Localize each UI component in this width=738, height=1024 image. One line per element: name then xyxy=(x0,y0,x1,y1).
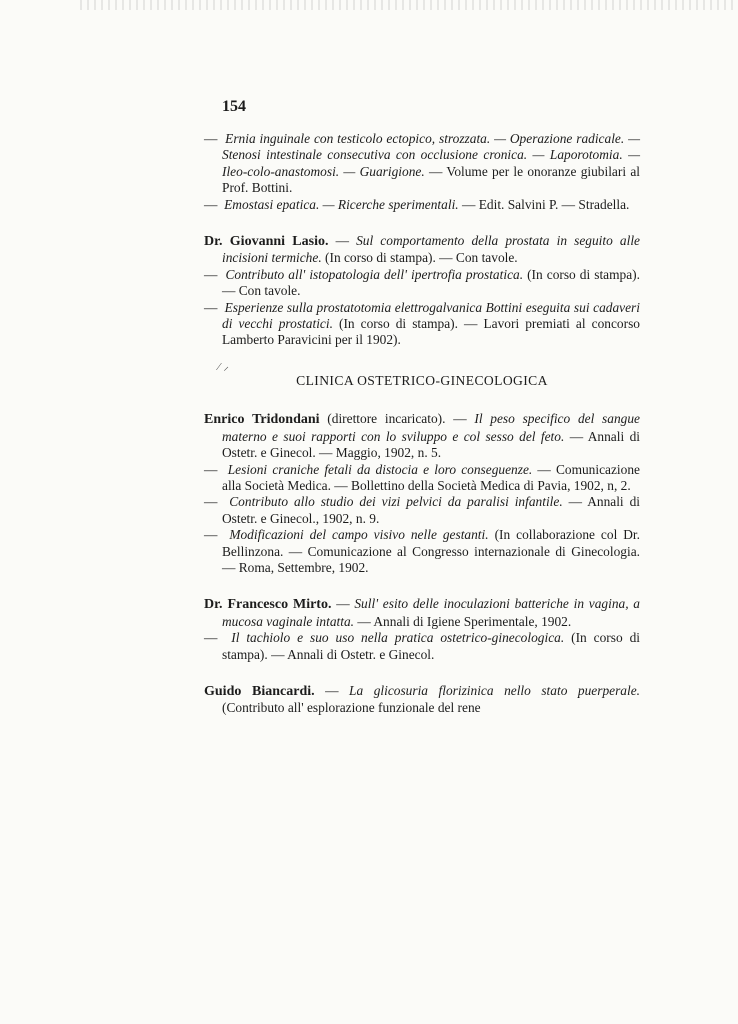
citation-details: — Comunicazione alla Società Medica. — Bollettino della Società Medica di Pavia, 1902, n, 2. xyxy=(222,461,640,493)
citation-title: Contributo all' istopatologia dell' ipertrofia prostatica. xyxy=(225,266,524,282)
scan-edge-noise xyxy=(80,0,738,10)
citation-details: — Edit. Salvini P. — Stradella. xyxy=(458,196,630,212)
author-name: Dr. Giovanni Lasio. xyxy=(204,234,329,250)
citation-details: (In corso di stampa). — Con tavole. xyxy=(321,250,518,266)
citation-title: La glicosuria florizinica nello stato puerperale. xyxy=(349,682,640,698)
citation-entry: — Contributo allo studio dei vizi pelvici da paralisi infantile. — Annali di Ostetr. e Ginecol., 1902, n. 9. xyxy=(204,494,640,526)
text-column xyxy=(204,131,640,717)
citation-entry: — Emostasi epatica. — Ricerche sperimentali. — Edit. Salvini P. — Stradella. xyxy=(204,196,630,212)
citation-entry: — Il tachiolo e suo uso nella pratica ostetrico-ginecologica. (In corso di stampa). — Annali di Ostetr. e Ginecol. xyxy=(204,630,640,662)
author-name: Dr. Francesco Mirto. xyxy=(204,597,332,613)
citation-details: — Annali di Igiene Sperimentale, 1902. xyxy=(354,613,572,629)
author-role: (direttore incaricato). — xyxy=(319,411,475,427)
citation-title: Il tachiolo e suo uso nella pratica ostetrico-ginecologica. xyxy=(231,630,565,646)
section-heading-text: CLINICA OSTETRICO-GINECOLOGICA xyxy=(296,372,548,388)
citation-title: Contributo allo studio dei vizi pelvici da paralisi infantile. xyxy=(229,494,563,510)
citation-title: Sul comportamento della prostata in seguito alle incisioni termiche. xyxy=(222,233,640,266)
citation-title: Emostasi epatica. — Ricerche sperimentali. xyxy=(224,196,459,212)
citation-entry: — Ernia inguinale con testicolo ectopico, strozzata. — Operazione radicale. — Stenosi intestinale consecutiva con occlusione cronica. — Laporotomia. — Ileo-colo-anastomosi. — Guarigione. — Volume per le onoranze giubilari al Prof. Bottini. xyxy=(204,131,640,196)
citation-details: (In collaborazione col Dr. Bellinzona. — Comunicazione al Congresso internazionale di Ginecologia. — Roma, Settembre, 1902. xyxy=(222,527,640,575)
citation-entry: — Contributo all' istopatologia dell' ipertrofia prostatica. (In corso di stampa). — Con tavole. xyxy=(204,266,640,299)
author-name: Guido Biancardi. xyxy=(204,683,315,699)
citation-details: (Contributo all' esplorazione funzionale del rene xyxy=(222,700,481,716)
citation-title: Esperienze sulla prostatotomia elettrogalvanica Bottini eseguita sui cadaveri di vecchi prostatici. xyxy=(222,299,640,332)
citation-title: Il peso specifico del sangue materno e suoi rapporti con lo sviluppo e col sesso del feto. xyxy=(222,411,640,444)
citation-entry: — Lesioni craniche fetali da distocia e loro conseguenze. — Comunicazione alla Società Medica. — Bollettino della Società Medica di Pavia, 1902, n, 2. xyxy=(204,461,640,493)
section-heading xyxy=(204,360,640,389)
page-number: 154 xyxy=(222,98,246,115)
citation-title: Sull' esito delle inoculazioni batteriche in vagina, a mucosa vaginale intatta. xyxy=(222,596,640,629)
citation-entry: — Modificazioni del campo visivo nelle gestanti. (In collaborazione col Dr. Bellinzona. — Comunicazione al Congresso internazionale di Ginecologia. — Roma, Settembre, 1902. xyxy=(204,527,640,575)
stray-marks: ⁄ ⸝ xyxy=(218,360,230,373)
citation-details: — Volume per le onoranze giubilari al Prof. Bottini. xyxy=(222,163,640,196)
author-entry-mirto: Dr. Francesco Mirto. — Sull' esito delle inoculazioni batteriche in vagina, a mucosa vaginale intatta. — Annali di Igiene Sperimentale, 1902. xyxy=(204,596,640,629)
citation-title: Lesioni craniche fetali da distocia e loro conseguenze. xyxy=(227,461,533,477)
citation-title: Modificazioni del campo visivo nelle gestanti. xyxy=(229,527,489,543)
citation-details: — Annali di Ostetr. e Ginecol., 1902, n. 9. xyxy=(222,494,640,526)
citation-entry: — Esperienze sulla prostatotomia elettrogalvanica Bottini eseguita sui cadaveri di vecchi prostatici. (In corso di stampa). — Lavori premiati al concorso Lamberto Paravicini per il 1902). xyxy=(204,299,640,348)
citation-details: (In corso di stampa). — Lavori premiati al concorso Lamberto Paravicini per il 1902). xyxy=(222,316,640,348)
citation-details: (In corso di stampa). — Annali di Ostetr. e Ginecol. xyxy=(222,630,640,662)
author-entry-tridondani xyxy=(204,411,640,461)
citation-title: Ernia inguinale con testicolo ectopico, strozzata. — Operazione radicale. — Stenosi intestinale consecutiva con occlusione cronica. — Laporotomia. — Ileo-colo-anastomosi. — Guarigione. xyxy=(222,131,640,179)
author-entry-lasio: Dr. Giovanni Lasio. — Sul comportamento della prostata in seguito alle incisioni termiche. (In corso di stampa). — Con tavole. xyxy=(204,233,640,266)
citation-details: (In corso di stampa). — Con tavole. xyxy=(222,266,640,299)
author-name: Enrico Tridondani xyxy=(204,412,320,428)
citation-details: — Annali di Ostetr. e Ginecol. — Maggio, 1902, n. 5. xyxy=(222,428,640,461)
author-entry-biancardi: Guido Biancardi. — La glicosuria florizinica nello stato puerperale. (Contributo all' esplorazione funzionale del rene xyxy=(204,682,640,716)
